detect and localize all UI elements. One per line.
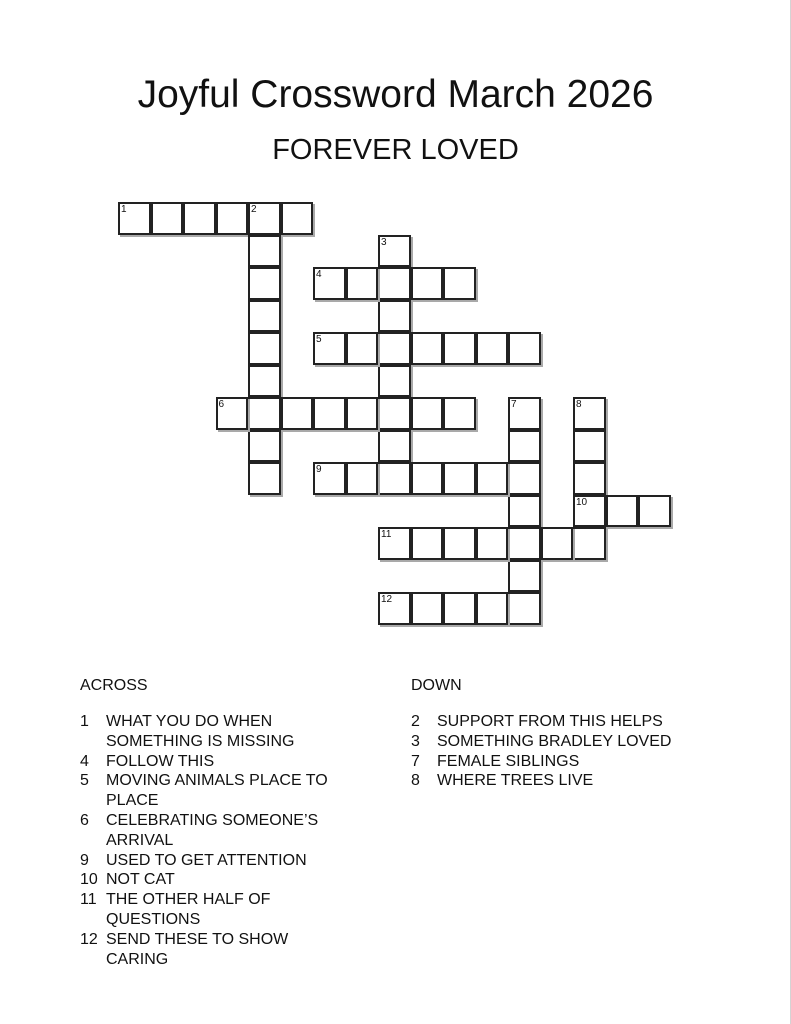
grid-cell[interactable] (346, 332, 379, 365)
grid-cell[interactable] (248, 430, 281, 463)
down-clue-list (411, 712, 682, 791)
across-clue (80, 851, 351, 871)
grid-cell[interactable] (508, 430, 541, 463)
clue-text: WHERE TREES LIVE (437, 772, 594, 790)
clue-number: 5 (80, 772, 89, 790)
across-clue (80, 752, 351, 772)
across-clue (80, 890, 351, 930)
grid-cell[interactable] (248, 332, 281, 365)
grid-cell[interactable] (378, 235, 411, 268)
across-clue (80, 870, 351, 890)
grid-cell[interactable] (573, 430, 606, 463)
grid-cell[interactable] (476, 592, 509, 625)
clue-number: 6 (218, 399, 225, 410)
grid-cell[interactable] (508, 495, 541, 528)
clue-number: 12 (80, 930, 98, 948)
grid-cell[interactable] (281, 202, 314, 235)
grid-cell[interactable] (508, 332, 541, 365)
clue-number: 2 (411, 713, 420, 730)
clue-text: NOT CAT (106, 871, 175, 889)
grid-cell[interactable] (411, 592, 444, 625)
grid-cell[interactable] (378, 365, 411, 398)
grid-cell[interactable] (248, 365, 281, 398)
grid-cell[interactable] (476, 462, 509, 495)
grid-cell[interactable] (248, 462, 281, 495)
clue-text: WHAT YOU DO WHEN SOMETHING IS MISSING (106, 713, 295, 750)
clue-text: FOLLOW THIS (106, 752, 215, 770)
grid-cell[interactable] (378, 527, 411, 560)
grid-cell[interactable] (118, 202, 151, 235)
clue-number: 1 (80, 713, 89, 730)
clue-text: MOVING ANIMALS PLACE TO PLACE (106, 772, 328, 810)
across-clue (80, 771, 351, 811)
grid-cell[interactable] (508, 592, 541, 625)
clue-number: 3 (411, 732, 420, 750)
grid-cell[interactable] (183, 202, 216, 235)
clue-number: 11 (80, 891, 97, 909)
clue-text: SEND THESE TO SHOW CARING (106, 930, 289, 968)
clue-number: 6 (80, 811, 89, 829)
clue-text: CELEBRATING SOMEONE’S ARRIVAL (106, 811, 319, 849)
grid-cell[interactable] (248, 235, 281, 268)
clue-number: 8 (411, 772, 420, 790)
across-clue-list (80, 712, 351, 969)
clue-number: 12 (381, 594, 393, 605)
grid-cell[interactable] (378, 267, 411, 300)
grid-cell[interactable] (248, 202, 281, 235)
grid-cell[interactable] (541, 527, 574, 560)
page-title: Joyful Crossword March 2026 (137, 73, 654, 116)
down-clue (411, 752, 682, 772)
across-clue (80, 811, 351, 851)
grid-cell[interactable] (573, 527, 606, 560)
across-clue (80, 930, 351, 970)
grid-cell[interactable] (443, 397, 476, 430)
clue-number: 9 (80, 851, 89, 869)
clue-number: 8 (576, 399, 582, 410)
grid-cell[interactable] (443, 267, 476, 300)
grid-cell[interactable] (411, 527, 444, 560)
grid-cell[interactable] (443, 527, 476, 560)
grid-cell[interactable] (508, 462, 541, 495)
grid-cell[interactable] (313, 332, 346, 365)
clue-number: 4 (80, 752, 89, 770)
down-clue (411, 712, 682, 732)
clue-text: FEMALE SIBLINGS (437, 752, 580, 770)
grid-cell[interactable] (411, 397, 444, 430)
grid-cell[interactable] (151, 202, 184, 235)
clue-number: 5 (316, 334, 322, 345)
grid-cell[interactable] (508, 397, 541, 430)
grid-cell[interactable] (281, 397, 314, 430)
grid-cell[interactable] (378, 397, 411, 430)
grid-cell[interactable] (508, 560, 541, 593)
grid-cell[interactable] (476, 332, 509, 365)
down-heading: DOWN (411, 677, 462, 694)
grid-cell[interactable] (573, 397, 606, 430)
grid-cell[interactable] (248, 397, 281, 430)
clue-number: 7 (411, 752, 420, 770)
clue-text: SOMETHING BRADLEY LOVED (437, 732, 672, 750)
grid-cell[interactable] (346, 397, 379, 430)
puzzle-subtitle: FOREVER LOVED (272, 134, 519, 166)
across-heading: ACROSS (80, 677, 148, 694)
grid-cell[interactable] (443, 462, 476, 495)
grid-cell[interactable] (411, 267, 444, 300)
grid-cell[interactable] (443, 332, 476, 365)
grid-cell[interactable] (346, 462, 379, 495)
clue-text: THE OTHER HALF OF QUESTIONS (106, 891, 271, 928)
grid-cell[interactable] (508, 527, 541, 560)
grid-cell[interactable] (378, 462, 411, 495)
down-clue (411, 771, 682, 791)
clue-text: USED TO GET ATTENTION (106, 851, 307, 869)
grid-cell[interactable] (476, 527, 509, 560)
grid-cell[interactable] (606, 495, 639, 528)
grid-cell[interactable] (346, 267, 379, 300)
clue-number: 9 (316, 464, 322, 475)
clue-number: 11 (381, 529, 392, 540)
grid-cell[interactable] (313, 397, 346, 430)
grid-cell[interactable] (443, 592, 476, 625)
grid-cell[interactable] (378, 430, 411, 463)
grid-cell[interactable] (573, 462, 606, 495)
clue-text: SUPPORT FROM THIS HELPS (437, 713, 663, 730)
clue-number: 10 (80, 871, 98, 889)
clue-number: 2 (251, 204, 257, 215)
grid-cell[interactable] (638, 495, 671, 528)
grid-cell[interactable] (573, 495, 606, 528)
grid-cell[interactable] (216, 202, 249, 235)
grid-cell[interactable] (248, 300, 281, 333)
grid-cell[interactable] (313, 267, 346, 300)
clue-number: 7 (511, 399, 517, 410)
grid-cell[interactable] (378, 592, 411, 625)
down-clue (411, 732, 682, 752)
grid-cell[interactable] (378, 300, 411, 333)
grid-cell[interactable] (411, 462, 444, 495)
grid-cell[interactable] (313, 462, 346, 495)
grid-cell[interactable] (248, 267, 281, 300)
clue-number: 1 (121, 204, 127, 215)
clue-number: 4 (316, 269, 322, 280)
grid-cell[interactable] (411, 332, 444, 365)
clue-number: 3 (381, 236, 387, 248)
grid-cell[interactable] (378, 332, 411, 365)
grid-cell[interactable] (216, 397, 249, 430)
across-clue (80, 712, 351, 752)
clue-number: 10 (576, 496, 588, 508)
